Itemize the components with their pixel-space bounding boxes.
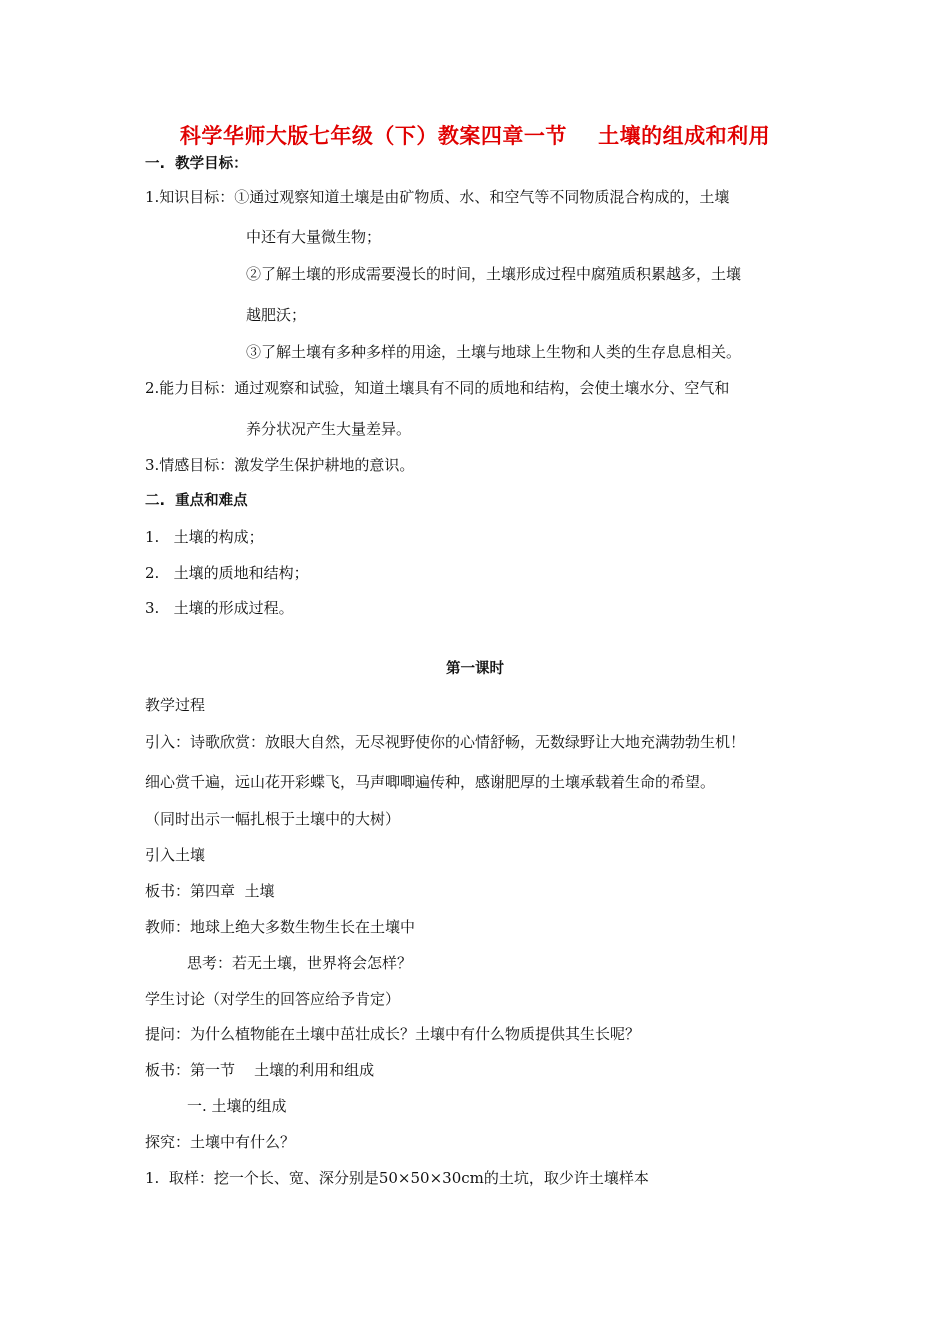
objective-ability-line-2: 养分状况产生大量差异。 bbox=[246, 420, 412, 438]
sampling-step-line: 1. 取样：挖一个长、宽、深分别是50×50×30cm的土坑，取少许土壤样本 bbox=[145, 1169, 649, 1187]
key-point-3: 3. 土壤的形成过程。 bbox=[145, 599, 294, 617]
thinking-question-line: 思考：若无土壤，世界将会怎样？ bbox=[187, 954, 413, 972]
objective-knowledge-line-5: ③了解土壤有多种多样的用途，土壤与地球上生物和人类的生存息息相关。 bbox=[246, 343, 742, 361]
teacher-line: 教师：地球上绝大多数生物生长在土壤中 bbox=[145, 918, 416, 936]
student-discussion-line: 学生讨论（对学生的回答应给予肯定） bbox=[145, 990, 401, 1008]
section-heading-objectives: 一. 教学目标： bbox=[145, 156, 248, 172]
board-chapter-line: 板书：第四章 土壤 bbox=[145, 882, 275, 900]
document-title: 科学华师大版七年级（下）教案四章一节 土壤的组成和利用 bbox=[179, 124, 771, 148]
key-point-2: 2. 土壤的质地和结构； bbox=[145, 564, 309, 582]
intro-picture-note: （同时出示一幅扎根于土壤中的大树） bbox=[145, 810, 401, 828]
objective-emotion-line: 3.情感目标：激发学生保护耕地的意识。 bbox=[145, 456, 415, 474]
intro-poem-line-2: 细心赏千遍，远山花开彩蝶飞，马声唧唧遍传种，感谢肥厚的土壤承载着生命的希望。 bbox=[145, 773, 716, 791]
key-point-1: 1. 土壤的构成； bbox=[145, 528, 264, 546]
teaching-process-label: 教学过程 bbox=[145, 696, 206, 714]
board-section-line: 板书：第一节 土壤的利用和组成 bbox=[145, 1061, 375, 1079]
subheading-soil-composition: 一. 土壤的组成 bbox=[187, 1097, 287, 1115]
intro-poem-line-1: 引入：诗歌欣赏：放眼大自然，无尽视野使你的心情舒畅，无数绿野让大地充满勃勃生机！ bbox=[145, 733, 746, 751]
objective-knowledge-line-3: ②了解土壤的形成需要漫长的时间，土壤形成过程中腐殖质积累越多，土壤 bbox=[246, 265, 742, 283]
objective-knowledge-line-1: 1.知识目标：①通过观察知道土壤是由矿物质、水、和空气等不同物质混合构成的，土壤 bbox=[145, 188, 730, 206]
section-heading-key-points: 二. 重点和难点 bbox=[145, 493, 248, 509]
intro-soil-line: 引入土壤 bbox=[145, 846, 206, 864]
objective-knowledge-line-2: 中还有大量微生物； bbox=[246, 228, 382, 246]
objective-ability-line-1: 2.能力目标：通过观察和试验，知道土壤具有不同的质地和结构，会使土壤水分、空气和 bbox=[145, 379, 730, 397]
objective-knowledge-line-4: 越肥沃； bbox=[246, 306, 307, 324]
lesson-heading: 第一课时 bbox=[446, 661, 504, 677]
question-line: 提问：为什么植物能在土壤中茁壮成长？土壤中有什么物质提供其生长呢？ bbox=[145, 1025, 641, 1043]
explore-line: 探究：土壤中有什么？ bbox=[145, 1133, 296, 1151]
